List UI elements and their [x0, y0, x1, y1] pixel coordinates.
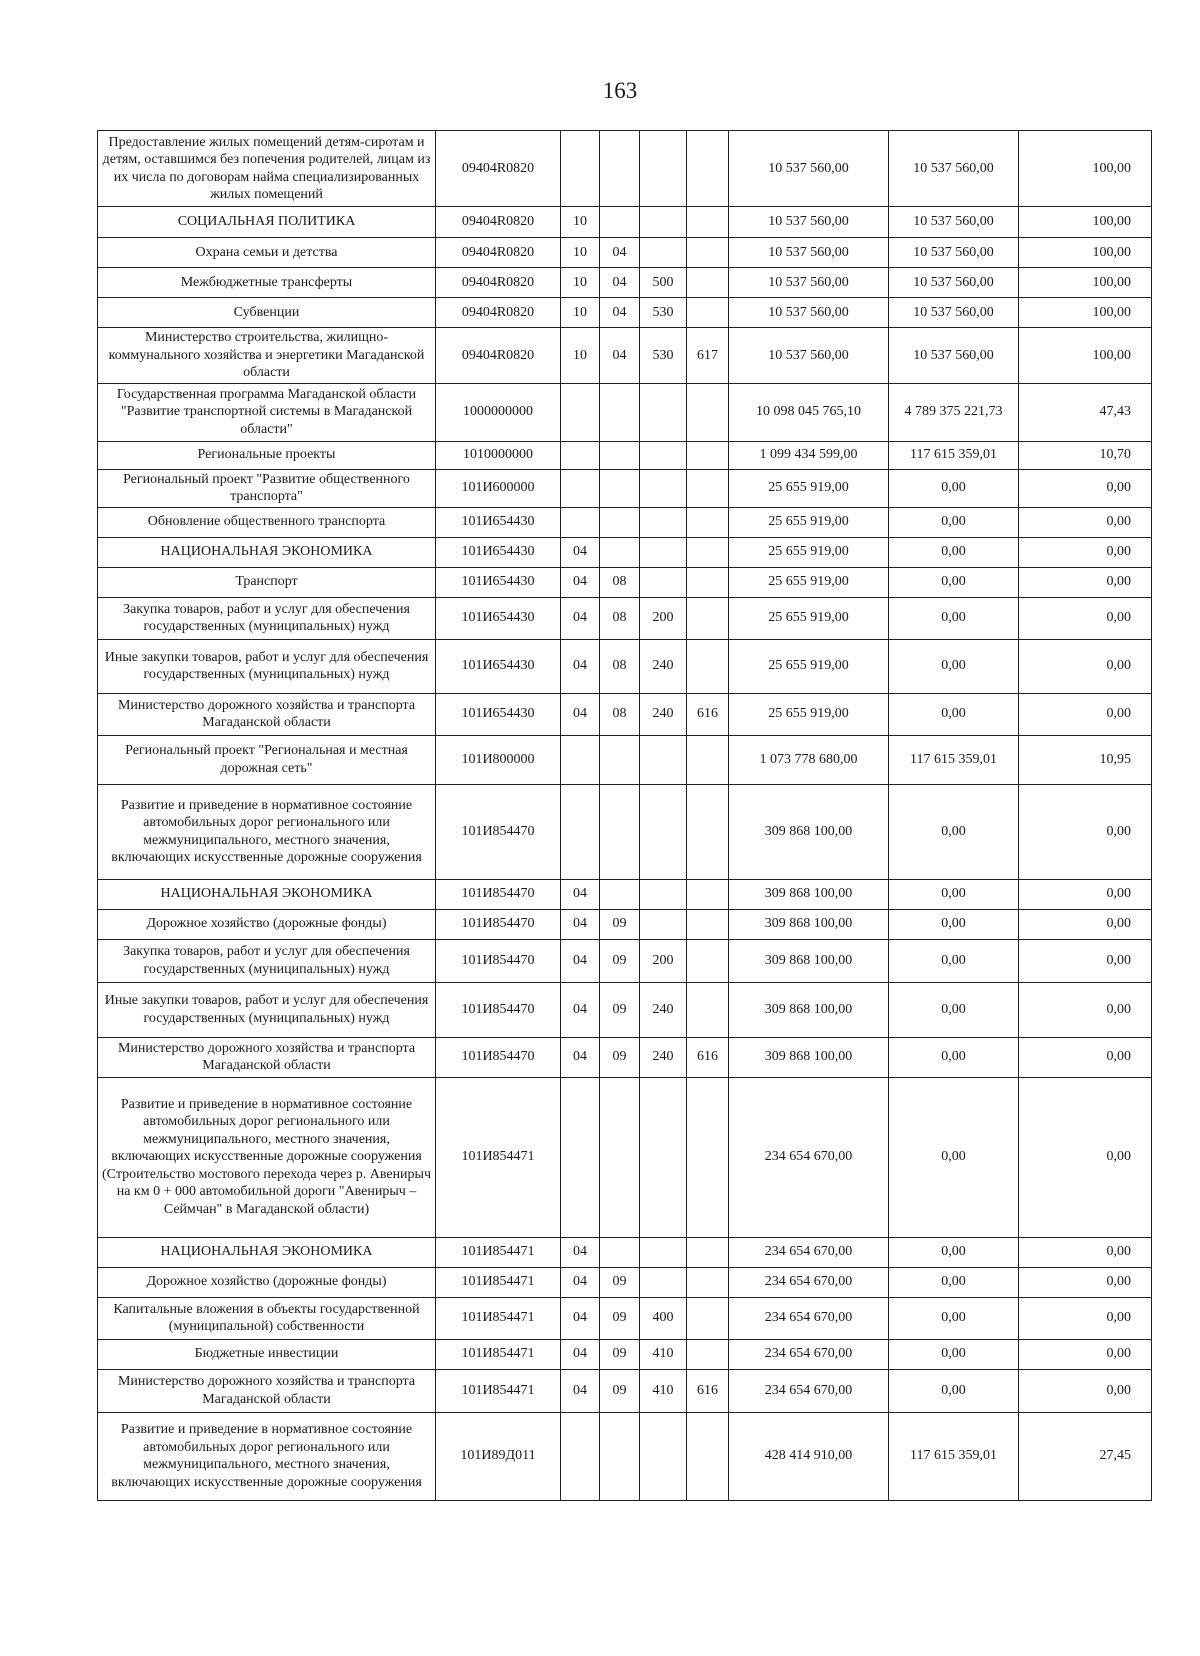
- row-expense-type-cell: 200: [640, 939, 687, 982]
- row-expense-type-cell: 200: [640, 597, 687, 639]
- row-percent-cell: 0,00: [1019, 469, 1152, 507]
- row-planned-cell: 1 099 434 599,00: [729, 441, 889, 469]
- row-subsection-cell: [600, 507, 640, 537]
- row-planned-cell: 309 868 100,00: [729, 879, 889, 909]
- row-manager-cell: [687, 383, 729, 441]
- row-name-cell: Региональный проект "Развитие общественного транспорта": [98, 469, 436, 507]
- row-name-cell: Субвенции: [98, 298, 436, 328]
- table-row: [98, 441, 1152, 469]
- row-name-cell: СОЦИАЛЬНАЯ ПОЛИТИКА: [98, 207, 436, 238]
- row-manager-cell: [687, 939, 729, 982]
- row-subsection-cell: [600, 784, 640, 879]
- row-code-cell: 1010000000: [436, 441, 561, 469]
- row-code-cell: 101И854471: [436, 1237, 561, 1267]
- row-manager-cell: [687, 298, 729, 328]
- row-subsection-cell: [600, 1412, 640, 1500]
- row-planned-cell: 234 654 670,00: [729, 1267, 889, 1297]
- row-section-cell: 04: [561, 537, 600, 567]
- row-name-cell: Закупка товаров, работ и услуг для обеспечения государственных (муниципальных) нужд: [98, 939, 436, 982]
- row-manager-cell: [687, 597, 729, 639]
- row-planned-cell: 25 655 919,00: [729, 469, 889, 507]
- table-row: [98, 383, 1152, 441]
- row-manager-cell: [687, 784, 729, 879]
- row-expense-type-cell: [640, 238, 687, 268]
- row-percent-cell: 10,70: [1019, 441, 1152, 469]
- row-manager-cell: [687, 735, 729, 784]
- row-planned-cell: 234 654 670,00: [729, 1339, 889, 1369]
- row-code-cell: 09404R0820: [436, 207, 561, 238]
- row-name-cell: Транспорт: [98, 567, 436, 597]
- row-code-cell: 101И654430: [436, 693, 561, 735]
- row-section-cell: 04: [561, 1297, 600, 1339]
- row-section-cell: 10: [561, 207, 600, 238]
- row-planned-cell: 25 655 919,00: [729, 537, 889, 567]
- row-expense-type-cell: [640, 784, 687, 879]
- row-expense-type-cell: [640, 507, 687, 537]
- row-name-cell: НАЦИОНАЛЬНАЯ ЭКОНОМИКА: [98, 879, 436, 909]
- row-subsection-cell: [600, 131, 640, 207]
- row-subsection-cell: 09: [600, 1369, 640, 1412]
- row-section-cell: [561, 131, 600, 207]
- row-subsection-cell: [600, 441, 640, 469]
- row-executed-cell: 0,00: [889, 1077, 1019, 1237]
- table-row: [98, 507, 1152, 537]
- row-code-cell: 101И854471: [436, 1267, 561, 1297]
- row-planned-cell: 10 537 560,00: [729, 131, 889, 207]
- row-planned-cell: 1 073 778 680,00: [729, 735, 889, 784]
- row-percent-cell: 0,00: [1019, 1297, 1152, 1339]
- row-name-cell: Развитие и приведение в нормативное состояние автомобильных дорог регионального или межмуниципального, местного значения, включающих искусственные дорожные сооружения (Строительство мостового перехода через р. Авенирыч на км 0 + 000 автомобильной дороги "Авенирыч – Сеймчан" в Магаданской области): [98, 1077, 436, 1237]
- row-subsection-cell: [600, 537, 640, 567]
- row-executed-cell: 4 789 375 221,73: [889, 383, 1019, 441]
- row-percent-cell: 0,00: [1019, 567, 1152, 597]
- table-row: [98, 1339, 1152, 1369]
- row-percent-cell: 0,00: [1019, 1077, 1152, 1237]
- row-percent-cell: 0,00: [1019, 1037, 1152, 1077]
- row-code-cell: 1000000000: [436, 383, 561, 441]
- row-section-cell: 04: [561, 639, 600, 693]
- row-executed-cell: 0,00: [889, 939, 1019, 982]
- row-planned-cell: 309 868 100,00: [729, 1037, 889, 1077]
- row-code-cell: 09404R0820: [436, 268, 561, 298]
- row-manager-cell: [687, 639, 729, 693]
- row-manager-cell: [687, 441, 729, 469]
- table-row: [98, 328, 1152, 384]
- row-percent-cell: 27,45: [1019, 1412, 1152, 1500]
- row-executed-cell: 0,00: [889, 982, 1019, 1037]
- row-manager-cell: 616: [687, 693, 729, 735]
- row-percent-cell: 0,00: [1019, 1369, 1152, 1412]
- row-name-cell: Обновление общественного транспорта: [98, 507, 436, 537]
- row-subsection-cell: 08: [600, 693, 640, 735]
- table-row: [98, 982, 1152, 1037]
- row-percent-cell: 10,95: [1019, 735, 1152, 784]
- row-expense-type-cell: [640, 879, 687, 909]
- row-manager-cell: [687, 238, 729, 268]
- row-percent-cell: 0,00: [1019, 1267, 1152, 1297]
- row-executed-cell: 10 537 560,00: [889, 207, 1019, 238]
- row-subsection-cell: 04: [600, 268, 640, 298]
- row-planned-cell: 10 537 560,00: [729, 207, 889, 238]
- row-expense-type-cell: [640, 1077, 687, 1237]
- row-planned-cell: 10 537 560,00: [729, 328, 889, 384]
- row-subsection-cell: 09: [600, 1297, 640, 1339]
- row-manager-cell: [687, 1412, 729, 1500]
- row-section-cell: 04: [561, 1267, 600, 1297]
- row-subsection-cell: [600, 207, 640, 238]
- row-section-cell: 04: [561, 909, 600, 939]
- row-executed-cell: 10 537 560,00: [889, 131, 1019, 207]
- row-executed-cell: 10 537 560,00: [889, 298, 1019, 328]
- row-planned-cell: 25 655 919,00: [729, 507, 889, 537]
- row-subsection-cell: 08: [600, 639, 640, 693]
- row-subsection-cell: 09: [600, 939, 640, 982]
- row-section-cell: 10: [561, 238, 600, 268]
- row-code-cell: 101И800000: [436, 735, 561, 784]
- row-expense-type-cell: [640, 1237, 687, 1267]
- row-name-cell: Министерство дорожного хозяйства и транспорта Магаданской области: [98, 693, 436, 735]
- table-row: [98, 567, 1152, 597]
- row-section-cell: 04: [561, 1237, 600, 1267]
- row-section-cell: [561, 784, 600, 879]
- row-name-cell: Региональные проекты: [98, 441, 436, 469]
- row-section-cell: [561, 1077, 600, 1237]
- row-executed-cell: 0,00: [889, 1237, 1019, 1267]
- row-planned-cell: 10 537 560,00: [729, 238, 889, 268]
- row-planned-cell: 10 098 045 765,10: [729, 383, 889, 441]
- row-percent-cell: 100,00: [1019, 328, 1152, 384]
- row-planned-cell: 25 655 919,00: [729, 693, 889, 735]
- row-executed-cell: 0,00: [889, 1339, 1019, 1369]
- row-subsection-cell: 04: [600, 298, 640, 328]
- table-row: [98, 1267, 1152, 1297]
- row-percent-cell: 0,00: [1019, 537, 1152, 567]
- row-executed-cell: 117 615 359,01: [889, 441, 1019, 469]
- row-code-cell: 101И854471: [436, 1339, 561, 1369]
- row-expense-type-cell: [640, 131, 687, 207]
- row-name-cell: Министерство дорожного хозяйства и транспорта Магаданской области: [98, 1369, 436, 1412]
- row-name-cell: Межбюджетные трансферты: [98, 268, 436, 298]
- row-subsection-cell: 04: [600, 328, 640, 384]
- table-row: [98, 1369, 1152, 1412]
- row-executed-cell: 0,00: [889, 507, 1019, 537]
- row-name-cell: Бюджетные инвестиции: [98, 1339, 436, 1369]
- row-subsection-cell: 09: [600, 1037, 640, 1077]
- row-expense-type-cell: 410: [640, 1339, 687, 1369]
- budget-table: [97, 130, 1152, 1501]
- row-code-cell: 101И89Д011: [436, 1412, 561, 1500]
- row-executed-cell: 0,00: [889, 693, 1019, 735]
- row-executed-cell: 10 537 560,00: [889, 238, 1019, 268]
- row-subsection-cell: [600, 735, 640, 784]
- row-section-cell: 04: [561, 597, 600, 639]
- row-expense-type-cell: 240: [640, 639, 687, 693]
- row-executed-cell: 117 615 359,01: [889, 735, 1019, 784]
- row-manager-cell: [687, 1267, 729, 1297]
- row-planned-cell: 309 868 100,00: [729, 909, 889, 939]
- row-code-cell: 101И854470: [436, 939, 561, 982]
- page-number: 163: [602, 78, 638, 103]
- row-percent-cell: 100,00: [1019, 268, 1152, 298]
- row-executed-cell: 0,00: [889, 1369, 1019, 1412]
- table-row: [98, 909, 1152, 939]
- row-percent-cell: 100,00: [1019, 238, 1152, 268]
- row-name-cell: Развитие и приведение в нормативное состояние автомобильных дорог регионального или межмуниципального, местного значения, включающих искусственные дорожные сооружения: [98, 1412, 436, 1500]
- row-section-cell: 04: [561, 879, 600, 909]
- row-name-cell: Государственная программа Магаданской области "Развитие транспортной системы в Магаданской области": [98, 383, 436, 441]
- row-manager-cell: [687, 1077, 729, 1237]
- row-planned-cell: 25 655 919,00: [729, 567, 889, 597]
- table-row: [98, 1237, 1152, 1267]
- table-row: [98, 735, 1152, 784]
- row-expense-type-cell: [640, 207, 687, 238]
- row-section-cell: 04: [561, 567, 600, 597]
- row-section-cell: [561, 469, 600, 507]
- row-manager-cell: [687, 1297, 729, 1339]
- row-subsection-cell: 09: [600, 1339, 640, 1369]
- row-code-cell: 101И854470: [436, 982, 561, 1037]
- row-code-cell: 101И854470: [436, 784, 561, 879]
- row-percent-cell: 0,00: [1019, 597, 1152, 639]
- row-executed-cell: 0,00: [889, 1037, 1019, 1077]
- row-code-cell: 101И854471: [436, 1077, 561, 1237]
- row-expense-type-cell: 240: [640, 693, 687, 735]
- row-expense-type-cell: [640, 909, 687, 939]
- table-row: [98, 784, 1152, 879]
- row-expense-type-cell: 530: [640, 298, 687, 328]
- row-expense-type-cell: 240: [640, 1037, 687, 1077]
- row-section-cell: 10: [561, 268, 600, 298]
- row-name-cell: Предоставление жилых помещений детям-сиротам и детям, оставшимся без попечения родителей, лицам из их числа по договорам найма специализированных жилых помещений: [98, 131, 436, 207]
- table-row: [98, 238, 1152, 268]
- row-percent-cell: 0,00: [1019, 784, 1152, 879]
- row-name-cell: Иные закупки товаров, работ и услуг для обеспечения государственных (муниципальных) нужд: [98, 639, 436, 693]
- row-code-cell: 101И654430: [436, 537, 561, 567]
- row-code-cell: 09404R0820: [436, 238, 561, 268]
- row-executed-cell: 10 537 560,00: [889, 268, 1019, 298]
- row-manager-cell: 616: [687, 1369, 729, 1412]
- row-planned-cell: 234 654 670,00: [729, 1297, 889, 1339]
- row-planned-cell: 234 654 670,00: [729, 1369, 889, 1412]
- row-name-cell: Дорожное хозяйство (дорожные фонды): [98, 1267, 436, 1297]
- row-code-cell: 101И654430: [436, 507, 561, 537]
- row-section-cell: 10: [561, 298, 600, 328]
- row-code-cell: 09404R0820: [436, 131, 561, 207]
- table-row: [98, 639, 1152, 693]
- row-percent-cell: 0,00: [1019, 639, 1152, 693]
- row-code-cell: 101И854470: [436, 909, 561, 939]
- table-row: [98, 268, 1152, 298]
- row-code-cell: 09404R0820: [436, 298, 561, 328]
- row-section-cell: 04: [561, 1339, 600, 1369]
- row-code-cell: 101И654430: [436, 567, 561, 597]
- row-executed-cell: 0,00: [889, 1267, 1019, 1297]
- row-name-cell: Региональный проект "Региональная и местная дорожная сеть": [98, 735, 436, 784]
- row-planned-cell: 428 414 910,00: [729, 1412, 889, 1500]
- row-expense-type-cell: [640, 1267, 687, 1297]
- row-manager-cell: [687, 507, 729, 537]
- row-name-cell: Развитие и приведение в нормативное состояние автомобильных дорог регионального или межмуниципального, местного значения, включающих искусственные дорожные сооружения: [98, 784, 436, 879]
- row-executed-cell: 10 537 560,00: [889, 328, 1019, 384]
- row-percent-cell: 0,00: [1019, 982, 1152, 1037]
- row-manager-cell: [687, 1339, 729, 1369]
- row-section-cell: 04: [561, 1369, 600, 1412]
- row-name-cell: Дорожное хозяйство (дорожные фонды): [98, 909, 436, 939]
- row-executed-cell: 117 615 359,01: [889, 1412, 1019, 1500]
- row-manager-cell: [687, 879, 729, 909]
- row-executed-cell: 0,00: [889, 469, 1019, 507]
- table-row: [98, 1077, 1152, 1237]
- row-name-cell: Министерство строительства, жилищно-коммунального хозяйства и энергетики Магаданской области: [98, 328, 436, 384]
- row-percent-cell: 0,00: [1019, 1339, 1152, 1369]
- row-expense-type-cell: [640, 735, 687, 784]
- row-percent-cell: 0,00: [1019, 693, 1152, 735]
- row-section-cell: 04: [561, 939, 600, 982]
- row-name-cell: НАЦИОНАЛЬНАЯ ЭКОНОМИКА: [98, 537, 436, 567]
- row-section-cell: [561, 1412, 600, 1500]
- row-expense-type-cell: 410: [640, 1369, 687, 1412]
- row-planned-cell: 234 654 670,00: [729, 1077, 889, 1237]
- row-executed-cell: 0,00: [889, 639, 1019, 693]
- table-row: [98, 131, 1152, 207]
- row-subsection-cell: 04: [600, 238, 640, 268]
- row-percent-cell: 100,00: [1019, 298, 1152, 328]
- row-code-cell: 101И854470: [436, 1037, 561, 1077]
- row-manager-cell: 616: [687, 1037, 729, 1077]
- row-name-cell: Министерство дорожного хозяйства и транспорта Магаданской области: [98, 1037, 436, 1077]
- row-planned-cell: 309 868 100,00: [729, 939, 889, 982]
- row-code-cell: 101И654430: [436, 639, 561, 693]
- row-manager-cell: [687, 567, 729, 597]
- row-planned-cell: 309 868 100,00: [729, 784, 889, 879]
- row-name-cell: НАЦИОНАЛЬНАЯ ЭКОНОМИКА: [98, 1237, 436, 1267]
- row-manager-cell: [687, 982, 729, 1037]
- row-name-cell: Капитальные вложения в объекты государственной (муниципальной) собственности: [98, 1297, 436, 1339]
- row-subsection-cell: [600, 1077, 640, 1237]
- row-planned-cell: 10 537 560,00: [729, 298, 889, 328]
- row-manager-cell: 617: [687, 328, 729, 384]
- row-expense-type-cell: 530: [640, 328, 687, 384]
- row-section-cell: 04: [561, 982, 600, 1037]
- row-subsection-cell: [600, 383, 640, 441]
- row-code-cell: 09404R0820: [436, 328, 561, 384]
- row-expense-type-cell: [640, 537, 687, 567]
- row-expense-type-cell: 500: [640, 268, 687, 298]
- table-row: [98, 939, 1152, 982]
- table-row: [98, 693, 1152, 735]
- row-expense-type-cell: [640, 567, 687, 597]
- row-section-cell: [561, 441, 600, 469]
- table-row: [98, 298, 1152, 328]
- row-manager-cell: [687, 1237, 729, 1267]
- row-code-cell: 101И654430: [436, 597, 561, 639]
- row-percent-cell: 100,00: [1019, 207, 1152, 238]
- row-manager-cell: [687, 268, 729, 298]
- row-executed-cell: 0,00: [889, 537, 1019, 567]
- table-row: [98, 469, 1152, 507]
- budget-table-body: [98, 131, 1152, 1501]
- table-row: [98, 207, 1152, 238]
- row-expense-type-cell: [640, 469, 687, 507]
- row-percent-cell: 47,43: [1019, 383, 1152, 441]
- row-section-cell: 10: [561, 328, 600, 384]
- row-manager-cell: [687, 537, 729, 567]
- table-row: [98, 879, 1152, 909]
- row-planned-cell: 234 654 670,00: [729, 1237, 889, 1267]
- row-code-cell: 101И854471: [436, 1297, 561, 1339]
- row-percent-cell: 0,00: [1019, 1237, 1152, 1267]
- row-section-cell: 04: [561, 693, 600, 735]
- row-expense-type-cell: 240: [640, 982, 687, 1037]
- row-name-cell: Охрана семьи и детства: [98, 238, 436, 268]
- row-percent-cell: 0,00: [1019, 939, 1152, 982]
- row-subsection-cell: 08: [600, 597, 640, 639]
- row-manager-cell: [687, 207, 729, 238]
- row-subsection-cell: 08: [600, 567, 640, 597]
- row-manager-cell: [687, 131, 729, 207]
- row-code-cell: 101И854471: [436, 1369, 561, 1412]
- row-executed-cell: 0,00: [889, 879, 1019, 909]
- row-planned-cell: 25 655 919,00: [729, 639, 889, 693]
- row-subsection-cell: [600, 469, 640, 507]
- row-expense-type-cell: 400: [640, 1297, 687, 1339]
- row-section-cell: [561, 383, 600, 441]
- row-executed-cell: 0,00: [889, 784, 1019, 879]
- row-section-cell: [561, 507, 600, 537]
- row-code-cell: 101И600000: [436, 469, 561, 507]
- row-percent-cell: 0,00: [1019, 507, 1152, 537]
- row-percent-cell: 100,00: [1019, 131, 1152, 207]
- row-name-cell: Иные закупки товаров, работ и услуг для обеспечения государственных (муниципальных) нужд: [98, 982, 436, 1037]
- row-code-cell: 101И854470: [436, 879, 561, 909]
- row-executed-cell: 0,00: [889, 597, 1019, 639]
- table-row: [98, 1412, 1152, 1500]
- row-section-cell: 04: [561, 1037, 600, 1077]
- row-subsection-cell: [600, 879, 640, 909]
- row-name-cell: Закупка товаров, работ и услуг для обеспечения государственных (муниципальных) нужд: [98, 597, 436, 639]
- row-expense-type-cell: [640, 441, 687, 469]
- row-executed-cell: 0,00: [889, 1297, 1019, 1339]
- row-subsection-cell: 09: [600, 909, 640, 939]
- table-row: [98, 597, 1152, 639]
- row-planned-cell: 309 868 100,00: [729, 982, 889, 1037]
- table-row: [98, 1297, 1152, 1339]
- row-executed-cell: 0,00: [889, 909, 1019, 939]
- row-executed-cell: 0,00: [889, 567, 1019, 597]
- row-expense-type-cell: [640, 1412, 687, 1500]
- row-percent-cell: 0,00: [1019, 879, 1152, 909]
- row-subsection-cell: 09: [600, 982, 640, 1037]
- row-expense-type-cell: [640, 383, 687, 441]
- row-manager-cell: [687, 469, 729, 507]
- row-section-cell: [561, 735, 600, 784]
- row-subsection-cell: [600, 1237, 640, 1267]
- row-planned-cell: 10 537 560,00: [729, 268, 889, 298]
- row-manager-cell: [687, 909, 729, 939]
- row-planned-cell: 25 655 919,00: [729, 597, 889, 639]
- row-subsection-cell: 09: [600, 1267, 640, 1297]
- table-row: [98, 537, 1152, 567]
- row-percent-cell: 0,00: [1019, 909, 1152, 939]
- table-row: [98, 1037, 1152, 1077]
